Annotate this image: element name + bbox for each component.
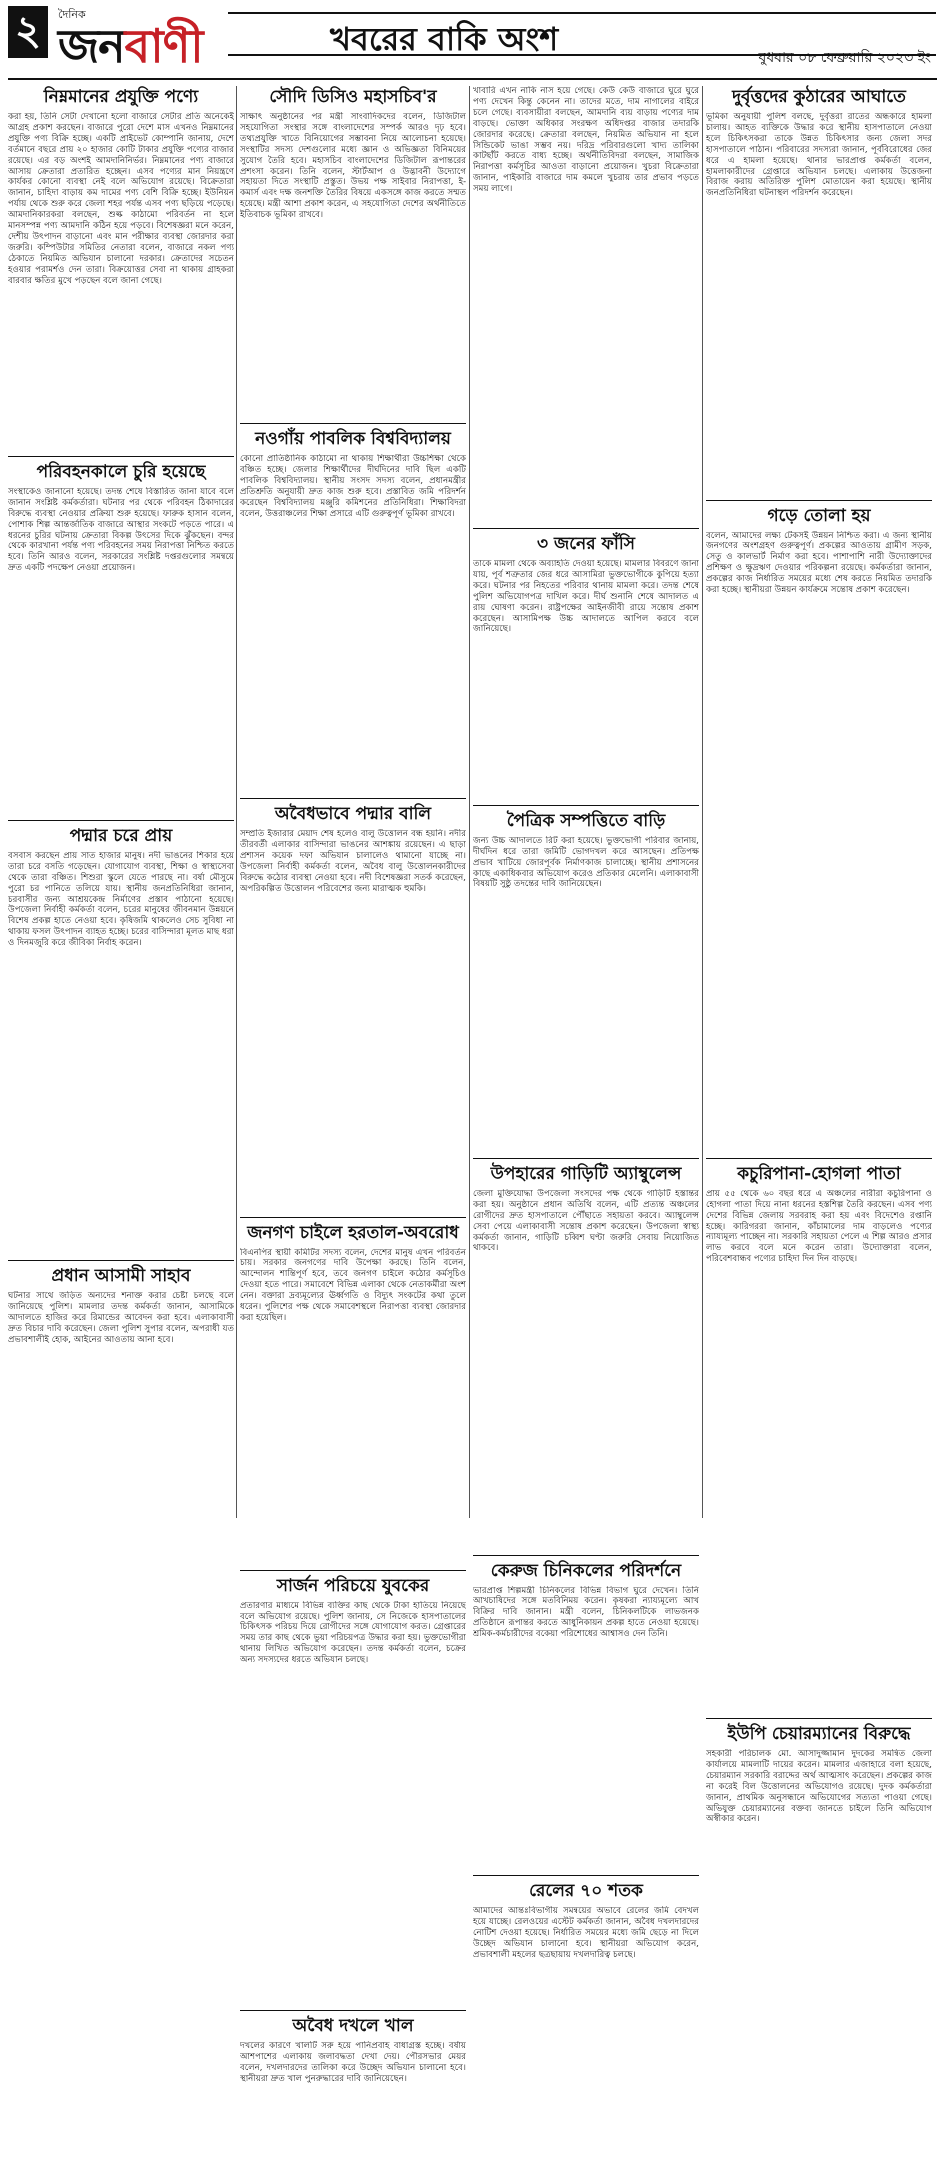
news-story — [706, 500, 932, 1152]
story-headline[interactable]: ৩ জনের ফাঁসি — [473, 528, 699, 555]
story-body: সংস্থাকেও জানানো হয়েছে। তদন্ত শেষে বিস্তারিত জানা যাবে বলে জানান সংশ্লিষ্ট কর্মকর্তারা। ঘটনার পর থেকে পরিবহন ঠিকাদারের বিরুদ্ধে ব্যবস্থা নেওয়ার প্রক্রিয়া শুরু হয়েছে। ফারুক হাসান বলেন, পোশাক শিল্প আন্তর্জাতিক বাজারে আস্থার সংকটে পড়তে পারে। এ ধরনের চুরির ঘটনায় ক্রেতারা বিকল্প উৎসের দিকে ঝুঁকছেন। বন্দর থেকে কারখানা পর্যন্ত পণ্য পরিবহনের সময় নিরাপত্তা নিশ্চিত করতে হবে। তিনি আরও বলেন, সরকারের সংশ্লিষ্ট দপ্তরগুলোর সমন্বয়ে দ্রুত একটি পদক্ষেপ নেওয়া প্রয়োজন। — [8, 486, 234, 574]
story-body: করা হয়, তিনি সেটা দেখানো হলো বাজারে সেটার প্রতি অনেকেই আগ্রহ প্রকাশ করছেন। বাজারে পুরো দেশে মাস এখনও নিম্নমানের প্রযুক্তি পণ্য বিক্রি হচ্ছে। একটি প্রাইভেট কোম্পানি জানায়, দেশে বর্তমানে বছরে প্রায় ২০ হাজার কোটি টাকার প্রযুক্তি পণ্যের বাজার রয়েছে। এর বড় অংশই আমদানিনির্ভর। নিম্নমানের পণ্য বাজারে আসায় ক্রেতারা প্রতারিত হচ্ছেন। এসব পণ্যের মান নিয়ন্ত্রণে কার্যকর কোনো ব্যবস্থা নেই বলে অভিযোগ রয়েছে। বিক্রেতারা জানান, চাহিদা বাড়ায় কম দামের পণ্য বেশি বিক্রি হচ্ছে। ইউনিয়ন পর্যায় থেকে শুরু করে জেলা শহর পর্যন্ত এসব পণ্য ছড়িয়ে পড়েছে। আমদানিকারকরা বলছেন, শুল্ক কাঠামো পরিবর্তন না হলে মানসম্পন্ন পণ্য আমদানি কঠিন হয়ে পড়বে। বিশেষজ্ঞরা মনে করেন, দেশীয় উৎপাদন বাড়ানো এবং মান পরীক্ষার ব্যবস্থা জোরদার করা জরুরি। কম্পিউটার সমিতির নেতারা বলেন, বাজারে নকল পণ্য ঠেকাতে নিয়মিত অভিযান চালানো দরকার। ক্রেতাদের সচেতন হওয়ার পরামর্শও দেন তারা। বিক্রয়োত্তর সেবা না থাকায় গ্রাহকরা বারবার ক্ষতির মুখে পড়ছেন বলে জানা গেছে। — [8, 112, 234, 286]
story-body: সম্প্রতি ইজারার মেয়াদ শেষ হলেও বালু উত্তোলন বন্ধ হয়নি। নদীর তীরবর্তী এলাকার বাসিন্দারা ভাঙনের আশঙ্কায় রয়েছেন। এ ছাড়া প্রশাসন কয়েক দফা অভিযান চালালেও থামানো যাচ্ছে না। উপজেলা নির্বাহী কর্মকর্তা বলেন, অবৈধ বালু উত্তোলনকারীদের বিরুদ্ধে কঠোর ব্যবস্থা নেওয়া হবে। নদী বিশেষজ্ঞরা সতর্ক করেছেন, অপরিকল্পিত উত্তোলন পরিবেশের জন্য মারাত্মক হুমকি। — [240, 829, 466, 894]
story-headline[interactable]: সার্জন পরিচয়ে যুবকের — [240, 1570, 466, 1597]
page-number: ২ — [8, 6, 48, 58]
story-headline[interactable]: অবৈধ দখলে খাল — [240, 2010, 466, 2037]
column-divider — [702, 86, 703, 1518]
news-story — [473, 86, 699, 522]
news-story — [8, 820, 234, 1254]
story-body: ভারপ্রাপ্ত শিল্পমন্ত্রী চিনিকলের বিভিন্ন বিভাগ ঘুরে দেখেন। তিনি আখচাষিদের সঙ্গে মতবিনিময় করেন। কৃষকরা ন্যায্যমূল্যে আখ বিক্রির দাবি জানান। মন্ত্রী বলেন, চিনিকলটিকে লাভজনক প্রতিষ্ঠানে রূপান্তর করতে আধুনিকায়ন প্রকল্প হাতে নেওয়া হয়েছে। শ্রমিক-কর্মচারীদের বকেয়া পরিশোধের আশ্বাসও দেন তিনি। — [473, 1585, 699, 1640]
news-story — [473, 1875, 699, 2168]
news-story — [473, 528, 699, 799]
news-story — [706, 86, 932, 494]
story-body: ভূমিকা অনুযায়ী পুলিশ বলছে, দুর্বৃত্তরা রাতের অন্ধকারে হামলা চালায়। আহত ব্যক্তিকে উদ্ধার করে স্থানীয় হাসপাতালে নেওয়া হলে চিকিৎসকরা তাকে উন্নত চিকিৎসার জন্য জেলা সদর হাসপাতালে পাঠান। পরিবারের সদস্যরা জানান, পূর্ববিরোধের জের ধরে এ হামলা হয়েছে। থানার ভারপ্রাপ্ত কর্মকর্তা বলেন, হামলাকারীদের গ্রেপ্তারে অভিযান চলছে। এলাকায় উত্তেজনা বিরাজ করায় অতিরিক্ত পুলিশ মোতায়েন করা হয়েছে। স্থানীয় জনপ্রতিনিধিরা ঘটনাস্থল পরিদর্শন করেছেন। — [706, 112, 932, 199]
news-story — [706, 1158, 932, 1712]
masthead-rule — [8, 78, 937, 80]
column-2 — [240, 86, 466, 2178]
story-body: বলেন, আমাদের লক্ষ্য টেকসই উন্নয়ন নিশ্চিত করা। এ জন্য স্থানীয় জনগণের অংশগ্রহণ গুরুত্বপূর্ণ। প্রকল্পের আওতায় গ্রামীণ সড়ক, সেতু ও কালভার্ট নির্মাণ করা হবে। পাশাপাশি নারী উদ্যোক্তাদের প্রশিক্ষণ ও ক্ষুদ্রঋণ দেওয়ার পরিকল্পনা রয়েছে। কর্মকর্তারা জানান, প্রকল্পের কাজ নির্ধারিত সময়ের মধ্যে শেষ করতে নিয়মিত তদারকি করা হচ্ছে। স্থানীয়রা উন্নয়ন কার্যক্রমে সন্তোষ প্রকাশ করেছেন। — [706, 530, 932, 596]
story-body: জন্য উচ্চ আদালতে রিট করা হয়েছে। ভুক্তভোগী পরিবার জানায়, দীর্ঘদিন ধরে তারা জমিটি ভোগদখল করে আসছেন। প্রতিপক্ষ প্রভাব খাটিয়ে জোরপূর্বক নির্মাণকাজ চালাচ্ছে। স্থানীয় প্রশাসনের কাছে একাধিকবার অভিযোগ করেও প্রতিকার মেলেনি। এলাকাবাসী বিষয়টি সুষ্ঠু তদন্তের দাবি জানিয়েছেন। — [473, 835, 699, 890]
story-body: কোনো প্রাতিষ্ঠানিক কাঠামো না থাকায় শিক্ষার্থীরা উচ্চশিক্ষা থেকে বঞ্চিত হচ্ছে। জেলার শিক্ষার্থীদের দীর্ঘদিনের দাবি ছিল একটি পাবলিক বিশ্ববিদ্যালয়। স্থানীয় সংসদ সদস্য বলেন, প্রধানমন্ত্রীর প্রতিশ্রুতি অনুযায়ী দ্রুত কাজ শুরু হবে। প্রস্তাবিত জমি পরিদর্শন করেছেন বিশ্ববিদ্যালয় মঞ্জুরি কমিশনের প্রতিনিধিরা। শিক্ষাবিদরা বলেন, উত্তরাঞ্চলের শিক্ষা প্রসারে এটি গুরুত্বপূর্ণ ভূমিকা রাখবে। — [240, 454, 466, 519]
story-body: সাক্ষাৎ অনুষ্ঠানের পর মন্ত্রী সাংবাদিকদের বলেন, ডিজিটাল সহযোগিতা সংস্থার সঙ্গে বাংলাদেশের সম্পর্ক আরও দৃঢ় হবে। তথ্যপ্রযুক্তি খাতে বিনিয়োগের সম্ভাবনা নিয়ে আলোচনা হয়েছে। সংস্থাটির সদস্য দেশগুলোর মধ্যে জ্ঞান ও অভিজ্ঞতা বিনিময়ের সুযোগ তৈরি হবে। মহাসচিব বাংলাদেশের ডিজিটাল রূপান্তরের প্রশংসা করেন। তিনি বলেন, স্টার্টআপ ও উদ্ভাবনী উদ্যোগে সহায়তা দিতে সংস্থাটি প্রস্তুত। উভয় পক্ষ সাইবার নিরাপত্তা, ই-কমার্স এবং দক্ষ জনশক্তি তৈরির বিষয়ে একসঙ্গে কাজ করতে সম্মত হয়েছে। মন্ত্রী আশা প্রকাশ করেন, এ সহযোগিতা দেশের অর্থনীতিতে ইতিবাচক ভূমিকা রাখবে। — [240, 112, 466, 221]
story-headline[interactable]: কেরুজ চিনিকলের পরিদর্শনে — [473, 1555, 699, 1582]
column-1 — [8, 86, 234, 1504]
news-story — [240, 2010, 466, 2172]
story-body: দখলের কারণে খালটি সরু হয়ে পানিপ্রবাহ বাধাগ্রস্ত হচ্ছে। বর্ষায় আশপাশের এলাকায় জলাবদ্ধতা দেখা দেয়। পৌরসভার মেয়র বলেন, দখলদারদের তালিকা করে উচ্ছেদ অভিযান চালানো হবে। স্থানীয়রা দ্রুত খাল পুনরুদ্ধারের দাবি জানিয়েছেন। — [240, 2040, 466, 2084]
masthead — [0, 0, 945, 80]
news-story — [473, 1555, 699, 1869]
story-headline[interactable]: পরিবহনকালে চুরি হয়েছে — [8, 456, 234, 483]
story-headline[interactable]: পৈত্রিক সম্পত্তিতে বাড়ি — [473, 805, 699, 832]
story-headline[interactable]: ইউপি চেয়ারম্যানের বিরুদ্ধে — [706, 1718, 932, 1745]
story-body: জেলা মুক্তিযোদ্ধা উপজেলা সংসদের পক্ষ থেকে গাড়িটি হস্তান্তর করা হয়। অনুষ্ঠানে প্রধান অতিথি বলেন, এটি প্রত্যন্ত অঞ্চলের রোগীদের দ্রুত হাসপাতালে পৌঁছাতে সহায়তা করবে। অ্যাম্বুলেন্স সেবা পেয়ে এলাকাবাসী সন্তোষ প্রকাশ করেছেন। উপজেলা স্বাস্থ্য কর্মকর্তা জানান, গাড়িটি চব্বিশ ঘণ্টা জরুরি সেবায় নিয়োজিত থাকবে। — [473, 1188, 699, 1254]
story-body: প্রায় ৫৫ থেকে ৬০ বছর ধরে এ অঞ্চলের নারীরা কচুরিপানা ও হোগলা পাতা দিয়ে নানা ধরনের হস্তশিল্প তৈরি করছেন। এসব পণ্য দেশের বিভিন্ন জেলায় সরবরাহ করা হয় এবং বিদেশেও রপ্তানি হচ্ছে। কারিগররা জানান, কাঁচামালের দাম বাড়লেও পণ্যের ন্যায্যমূল্য পাচ্ছেন না। সরকারি সহায়তা পেলে এ শিল্প আরও প্রসার লাভ করবে বলে মনে করেন তারা। উদ্যোক্তারা বলেন, পরিবেশবান্ধব পণ্যের চাহিদা দিন দিন বাড়ছে। — [706, 1188, 932, 1265]
story-headline[interactable]: সৌদি ডিসিও মহাসচিব'র — [269, 87, 437, 107]
publication-date: বুধবার ০৮ ফেব্রুয়ারি ২০২৩ ইং — [758, 50, 931, 66]
story-headline[interactable]: কচুরিপানা-হোগলা পাতা — [706, 1158, 932, 1185]
news-story — [473, 805, 699, 1152]
story-body: খাবারি এখন নাকি নাস হয়ে গেছে। কেউ কেউ বাজারে ঘুরে ঘুরে পণ্য দেখেন কিন্তু কেনেন না। তাদের মতে, দাম নাগালের বাইরে চলে গেছে। ব্যবসায়ীরা বলছেন, আমদানি ব্যয় বাড়ায় পণ্যের দাম বাড়ছে। ভোক্তা অধিকার সংরক্ষণ অধিদপ্তর বাজার তদারকি জোরদার করেছে। ক্রেতারা বলছেন, নিয়মিত অভিযান না হলে সিন্ডিকেট ভাঙা সম্ভব নয়। দরিদ্র পরিবারগুলো খাদ্য তালিকা কাটছাঁট করতে বাধ্য হচ্ছে। অর্থনীতিবিদরা বলছেন, সামাজিক নিরাপত্তা কর্মসূচির আওতা বাড়ানো প্রয়োজন। খুচরা বিক্রেতারা জানান, পাইকারি বাজারে দাম কমলে খুচরায় তার প্রভাব পড়তে সময় লাগে। — [473, 86, 699, 195]
story-headline[interactable]: উপহারের গাড়িটি অ্যাম্বুলেন্স — [473, 1158, 699, 1185]
story-body: প্রতারণার মাধ্যমে বিভিন্ন ব্যক্তির কাছ থেকে টাকা হাতিয়ে নিয়েছে বলে অভিযোগ রয়েছে। পুলিশ জানায়, সে নিজেকে হাসপাতালের চিকিৎসক পরিচয় দিয়ে রোগীদের সঙ্গে যোগাযোগ করত। গ্রেপ্তারের সময় তার কাছ থেকে ভুয়া পরিচয়পত্র উদ্ধার করা হয়। ভুক্তভোগীরা থানায় লিখিত অভিযোগ করেছেন। তদন্ত কর্মকর্তা বলেন, চক্রের অন্য সদস্যদের ধরতে অভিযান চলছে। — [240, 1600, 466, 1666]
story-headline[interactable]: পদ্মার চরে প্রায় — [8, 820, 234, 847]
story-body: বিএনপির স্থায়ী কমিটির সদস্য বলেন, দেশের মানুষ এখন পরিবর্তন চায়। সরকার জনগণের দাবি উপেক্ষা করছে। তিনি বলেন, আন্দোলন শান্তিপূর্ণ হবে, তবে জনগণ চাইলে কঠোর কর্মসূচিও দেওয়া হতে পারে। সমাবেশে বিভিন্ন এলাকা থেকে নেতাকর্মীরা অংশ নেন। বক্তারা দ্রব্যমূল্যের ঊর্ধ্বগতি ও বিদ্যুৎ সংকটের কথা তুলে ধরেন। পুলিশের পক্ষ থেকে সমাবেশস্থলে নিরাপত্তা ব্যবস্থা জোরদার করা হয়েছিল। — [240, 1247, 466, 1324]
story-headline[interactable]: অবৈধভাবে পদ্মার বালি — [240, 798, 466, 825]
story-body: সহকারী পরিচালক মো. আসাদুজ্জামান দুদকের সমন্বিত জেলা কার্যালয়ে মামলাটি দায়ের করেন। মামলার এজাহারে বলা হয়েছে, চেয়ারম্যান সরকারি বরাদ্দের অর্থ আত্মসাৎ করেছেন। প্রকল্পের কাজ না করেই বিল উত্তোলনের অভিযোগও রয়েছে। দুদক কর্মকর্তারা জানান, প্রাথমিক অনুসন্ধানে অভিযোগের সত্যতা পাওয়া গেছে। অভিযুক্ত চেয়ারম্যানের বক্তব্য জানতে চাইলে তিনি অভিযোগ অস্বীকার করেন। — [706, 1748, 932, 1825]
section-title: খবরের বাকি অংশ — [330, 20, 559, 58]
story-body: বসবাস করছেন প্রায় সাত হাজার মানুষ। নদী ভাঙনের শিকার হয়ে তারা চরে বসতি গড়েছেন। যোগাযোগ ব্যবস্থা, শিক্ষা ও স্বাস্থ্যসেবা থেকে তারা বঞ্চিত। শিশুরা স্কুলে যেতে পারছে না। বর্ষা মৌসুমে পুরো চর পানিতে তলিয়ে যায়। স্থানীয় জনপ্রতিনিধিরা জানান, চরবাসীর জন্য আশ্রয়কেন্দ্র নির্মাণের প্রস্তাব পাঠানো হয়েছে। উপজেলা নির্বাহী কর্মকর্তা বলেন, চরের মানুষের জীবনমান উন্নয়নে বিশেষ প্রকল্প হাতে নেওয়া হবে। কৃষিজমি থাকলেও সেচ সুবিধা না থাকায় ফসল উৎপাদন ব্যাহত হচ্ছে। চরের বাসিন্দারা মূলত মাছ ধরা ও দিনমজুরি করে জীবিকা নির্বাহ করেন। — [8, 850, 234, 949]
story-body: তাকে মামলা থেকে অব্যাহতি দেওয়া হয়েছে। মামলার বিবরণে জানা যায়, পূর্ব শত্রুতার জের ধরে আসামিরা ভুক্তভোগীকে কুপিয়ে হত্যা করে। ঘটনার পর নিহতের পরিবার থানায় মামলা করে। তদন্ত শেষে পুলিশ অভিযোগপত্র দাখিল করে। দীর্ঘ শুনানি শেষে আদালত এ রায় ঘোষণা করেন। রাষ্ট্রপক্ষের আইনজীবী রায়ে সন্তোষ প্রকাশ করেছেন। আসামিপক্ষ উচ্চ আদালতে আপিল করবে বলে জানিয়েছে। — [473, 559, 699, 635]
story-headline[interactable]: প্রধান আসামী সাহাব — [8, 1260, 234, 1287]
story-headline[interactable]: জনগণ চাইলে হরতাল-অবরোধ — [240, 1217, 466, 1244]
story-headline[interactable]: নিম্নমানের প্রযুক্তি পণ্যে — [43, 87, 199, 107]
news-story — [8, 1260, 234, 1498]
column-3 — [473, 86, 699, 2174]
logo-daily-label: দৈনিক — [58, 8, 86, 21]
news-story — [473, 1158, 699, 1549]
news-story — [8, 456, 234, 814]
story-headline[interactable]: রেলের ৭০ শতক — [473, 1875, 699, 1902]
column-4 — [706, 86, 932, 2126]
news-story — [240, 798, 466, 1211]
column-divider — [236, 86, 237, 1518]
story-headline[interactable]: দুর্বৃত্তদের কুঠারের আঘাতে — [732, 87, 906, 107]
story-body: ঘটনার সাথে জড়িত অন্যদের শনাক্ত করার চেষ্টা চলছে বলে জানিয়েছে পুলিশ। মামলার তদন্ত কর্মকর্তা জানান, আসামিকে আদালতে হাজির করে রিমান্ডের আবেদন করা হবে। এলাকাবাসী দ্রুত বিচার দাবি করেছেন। জেলা পুলিশ সুপার বলেন, অপরাধী যত প্রভাবশালীই হোক, আইনের আওতায় আনা হবে। — [8, 1291, 234, 1345]
news-story — [706, 1718, 932, 2120]
news-story — [240, 423, 466, 792]
news-story — [240, 86, 466, 417]
story-headline[interactable]: গড়ে তোলা হয় — [706, 500, 932, 527]
newspaper-logo[interactable] — [58, 4, 208, 73]
column-divider — [469, 86, 470, 1518]
news-story — [240, 1570, 466, 2004]
news-story — [240, 1217, 466, 1564]
news-story — [8, 86, 234, 450]
story-body: আমাদের আন্তঃবিভাগীয় সমন্বয়ের অভাবে রেলের জমি বেদখল হয়ে যাচ্ছে। রেলওয়ের এস্টেট কর্মকর্তা জানান, অবৈধ দখলদারদের নোটিশ দেওয়া হয়েছে। নির্ধারিত সময়ের মধ্যে জমি ছেড়ে না দিলে উচ্ছেদ অভিযান চালানো হবে। স্থানীয়রা অভিযোগ করেন, প্রভাবশালী মহলের ছত্রছায়ায় দখলদারিত্ব চলছে। — [473, 1905, 699, 1960]
story-headline[interactable]: নওগাঁয় পাবলিক বিশ্ববিদ্যালয় — [240, 423, 466, 450]
logo-wordmark: জনবাণী — [58, 19, 203, 73]
